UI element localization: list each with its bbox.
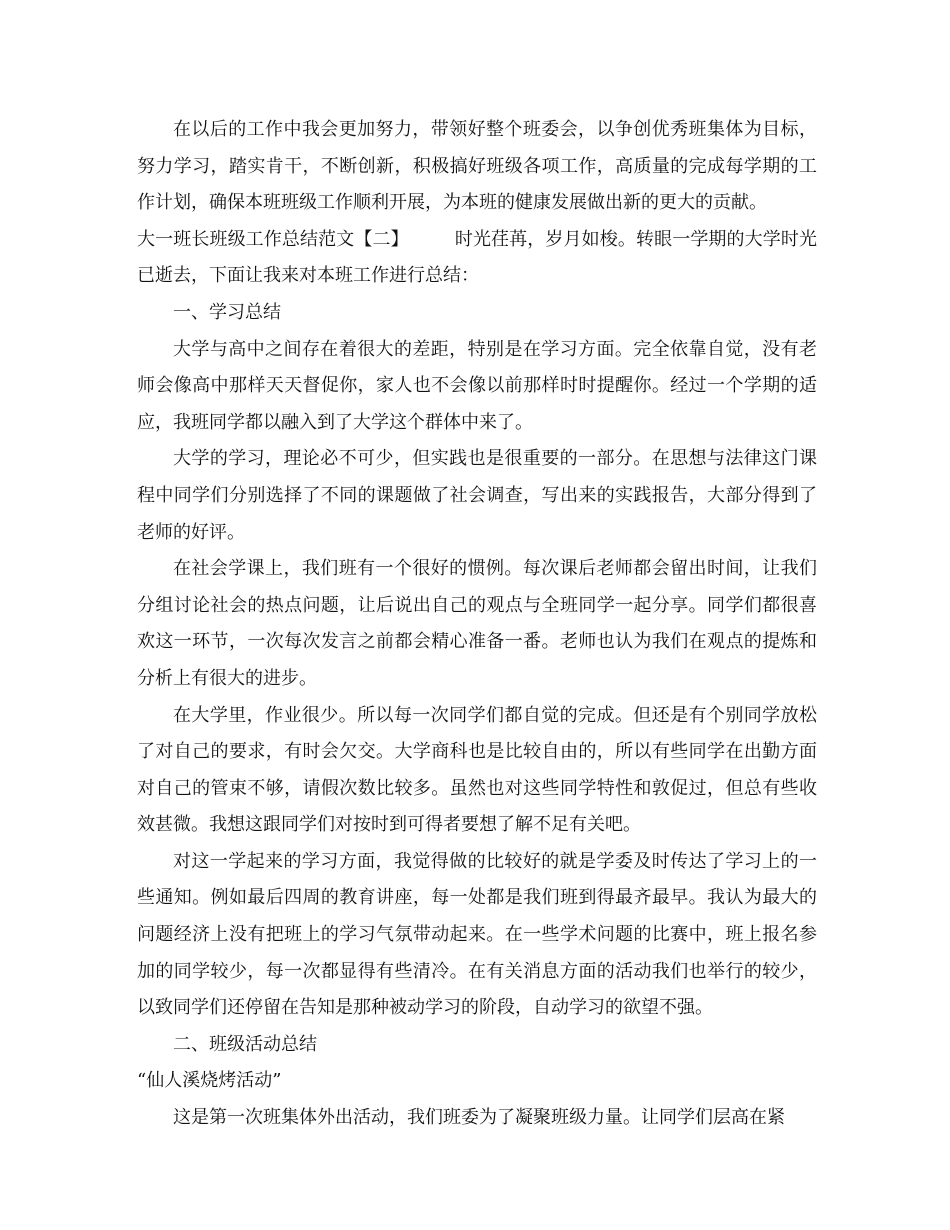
section-heading-line <box>137 222 817 295</box>
paragraph-closing: 在以后的工作中我会更加努力，带领好整个班委会，以争创优秀班集体为目标，努力学习，踏实肯干，不断创新，积极搞好班级各项工作，高质量的完成每学期的工作计划，确保本班班级工作顺利开展，为本班的健康发展做出新的更大的贡献。 <box>137 119 817 214</box>
heading-activity-summary: 二、班级活动总结 <box>173 1033 317 1055</box>
paragraph-study-4: 在大学里，作业很少。所以每一次同学们都自觉的完成。但还是有个别同学放松了对自己的要求，有时会欠交。大学商科也是比较自由的，所以有些同学在出勤方面对自己的管束不够，请假次数比较多。虽然也对这些同学特性和敦促过，但总有些收效甚微。我想这跟同学们对按时到可得者要想了解不足有关吧。 <box>137 704 817 836</box>
paragraph-study-2: 大学的学习，理论必不可少，但实践也是很重要的一部分。在思想与法律这门课程中同学们分别选择了不同的课题做了社会调查，写出来的实践报告，大部分得到了老师的好评。 <box>137 448 817 543</box>
document-body <box>137 112 817 1137</box>
section-intro: 时光荏苒，岁月如梭。转眼一学期的大学时光已逝去，下面让我来对本班工作进行总结： <box>137 228 818 287</box>
paragraph-study-3: 在社会学课上，我们班有一个很好的惯例。每次课后老师都会留出时间，让我们分组讨论社会的热点问题，让后说出自己的观点与全班同学一起分享。同学们都很喜欢这一环节，一次每次发言之前都会精心准备一番。老师也认为我们在观点的提炼和分析上有很大的进步。 <box>137 558 817 689</box>
section-title: 大一班长班级工作总结范文【二】 <box>137 228 409 250</box>
paragraph-study-1: 大学与高中之间存在着很大的差距，特别是在学习方面。完全依靠自觉，没有老师会像高中那样天天督促你，家人也不会像以前那样时时提醒你。经过一个学期的适应，我班同学都以融入到了大学这个群体中来了。 <box>137 338 817 433</box>
heading-study-summary: 一、学习总结 <box>173 301 281 323</box>
activity-title: “仙人溪烧烤活动” <box>137 1070 282 1092</box>
paragraph-activity-1: 这是第一次班集体外出活动，我们班委为了凝聚班级力量。让同学们层高在紧 <box>173 1107 785 1129</box>
paragraph-study-5: 对这一学起来的学习方面，我觉得做的比较好的就是学委及时传达了学习上的一些通知。例如最后四周的教育讲座，每一处都是我们班到得最齐最早。我认为最大的问题经济上没有把班上的学习气氛带动起来。在一些学术问题的比赛中，班上报名参加的同学较少，每一次都显得有些清冷。在有关消息方面的活动我们也举行的较少，以致同学们还停留在告知是那种被动学习的阶段，自动学习的欲望不强。 <box>137 850 817 1019</box>
